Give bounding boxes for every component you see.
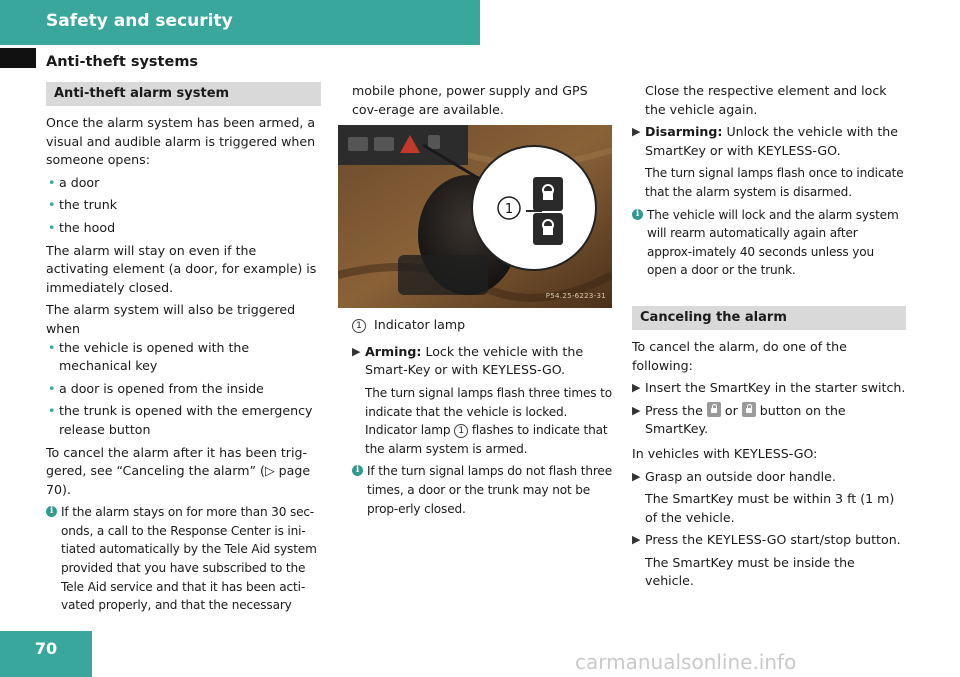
keyless-note: The SmartKey must be inside the vehicle. (645, 554, 855, 589)
arming-note: The turn signal lamps flash three times to indicate that the vehicle is locked. Indicator lamp 1 flashes to indicate that the alarm system is armed. (365, 385, 612, 456)
bullet-icon: • (48, 339, 56, 355)
anti-theft-heading: Anti-theft alarm system (46, 82, 321, 106)
arrow-right-icon: ▶ (632, 381, 641, 395)
keyless-step: ▶ Grasp an outside door handle. (632, 468, 906, 487)
cancel-step: ▶ Insert the SmartKey in the starter switch. (632, 379, 906, 398)
callout-number: 1 (504, 202, 514, 218)
keyless-step: ▶ Press the KEYLESS-GO start/stop button. (632, 531, 906, 550)
list-item: • the vehicle is opened with the mechanical key (48, 339, 250, 374)
keyless-intro: In vehicles with KEYLESS-GO: (632, 445, 818, 461)
list-item: • the trunk (46, 196, 321, 215)
page-number: 70 (34, 639, 58, 658)
photo-credit: P54.25-6223-31 (545, 291, 606, 300)
info-note: i The vehicle will lock and the alarm system will rearm automatically again after approx-imately 40 seconds unless you open a door or the trunk. (632, 206, 906, 280)
continued-text: mobile phone, power supply and GPS cov-erage are available. (352, 83, 588, 117)
bullet-icon: • (48, 174, 56, 190)
arrow-right-icon: ▶ (632, 125, 641, 139)
bullet-icon: • (48, 403, 56, 419)
info-icon: i (352, 465, 363, 476)
cancel-step: ▶ Press the or button on the SmartKey. (632, 402, 846, 437)
arrow-right-icon: ▶ (352, 344, 361, 358)
cancel-reference: To cancel the alarm after it has been trig-gered, see “Canceling the alarm” (▷ page 70). (46, 444, 311, 497)
callout-marker: 1 (352, 319, 366, 333)
column-2 (352, 82, 614, 522)
disarming-note: The turn signal lamps flash once to indicate that the alarm system is disarmed. (645, 166, 904, 199)
arming-step: ▶ Arming: Lock the vehicle with the Smart-Key or with KEYLESS-GO. (352, 343, 584, 378)
column-1 (46, 82, 321, 619)
indicator-lamp-photo (338, 125, 612, 308)
stay-on-text: The alarm will stay on even if the activating element (a door, for example) is immediately closed. (46, 242, 317, 295)
list-item: • a door (46, 174, 321, 193)
arrow-right-icon: ▶ (632, 403, 641, 417)
callout-marker: 1 (454, 424, 468, 438)
figure-caption: 1 Indicator lamp (352, 316, 614, 335)
close-again-text: Close the respective element and lock the vehicle again. (645, 83, 887, 117)
section-title: Safety and security (46, 11, 233, 31)
info-note: i If the turn signal lamps do not flash three times, a door or the trunk may not be prop-erly closed. (352, 462, 614, 518)
list-item: • the trunk is opened with the emergency release button (48, 403, 313, 437)
info-icon: i (46, 506, 57, 517)
unlock-key-icon (707, 402, 721, 417)
info-note: i If the alarm stays on for more than 30 sec-onds, a call to the Response Center is ini-tiated automatically by the Tele Aid system provided that you have subscribed to the Tele Aid service and that it has been acti-vated properly, and that the necessary (46, 503, 321, 615)
center-console-illustration (338, 125, 612, 308)
disarming-step: ▶ Disarming: Unlock the vehicle with the SmartKey or with KEYLESS-GO. (632, 124, 898, 158)
also-trigger-text: The alarm system will also be triggered when (46, 302, 296, 336)
column-3 (632, 82, 906, 595)
bullet-icon: • (48, 380, 56, 396)
list-item: • a door is opened from the inside (46, 380, 321, 399)
arrow-right-icon: ▶ (632, 533, 641, 547)
page-subtitle: Anti-theft systems (46, 54, 199, 70)
canceling-heading: Canceling the alarm (632, 306, 906, 330)
lock-key-icon (742, 402, 756, 417)
intro-text: Once the alarm system has been armed, a visual and audible alarm is triggered when someone opens: (46, 115, 316, 168)
arrow-right-icon: ▶ (632, 469, 641, 483)
watermark: carmanualsonline.info (575, 650, 797, 674)
cancel-intro: To cancel the alarm, do one of the following: (632, 338, 847, 373)
bullet-icon: • (48, 197, 56, 213)
list-item: • the hood (46, 219, 321, 238)
keyless-note: The SmartKey must be within 3 ft (1 m) of the vehicle. (645, 491, 895, 525)
page-marker-tab (0, 48, 36, 68)
bullet-icon: • (48, 219, 56, 235)
info-icon: i (632, 209, 643, 220)
